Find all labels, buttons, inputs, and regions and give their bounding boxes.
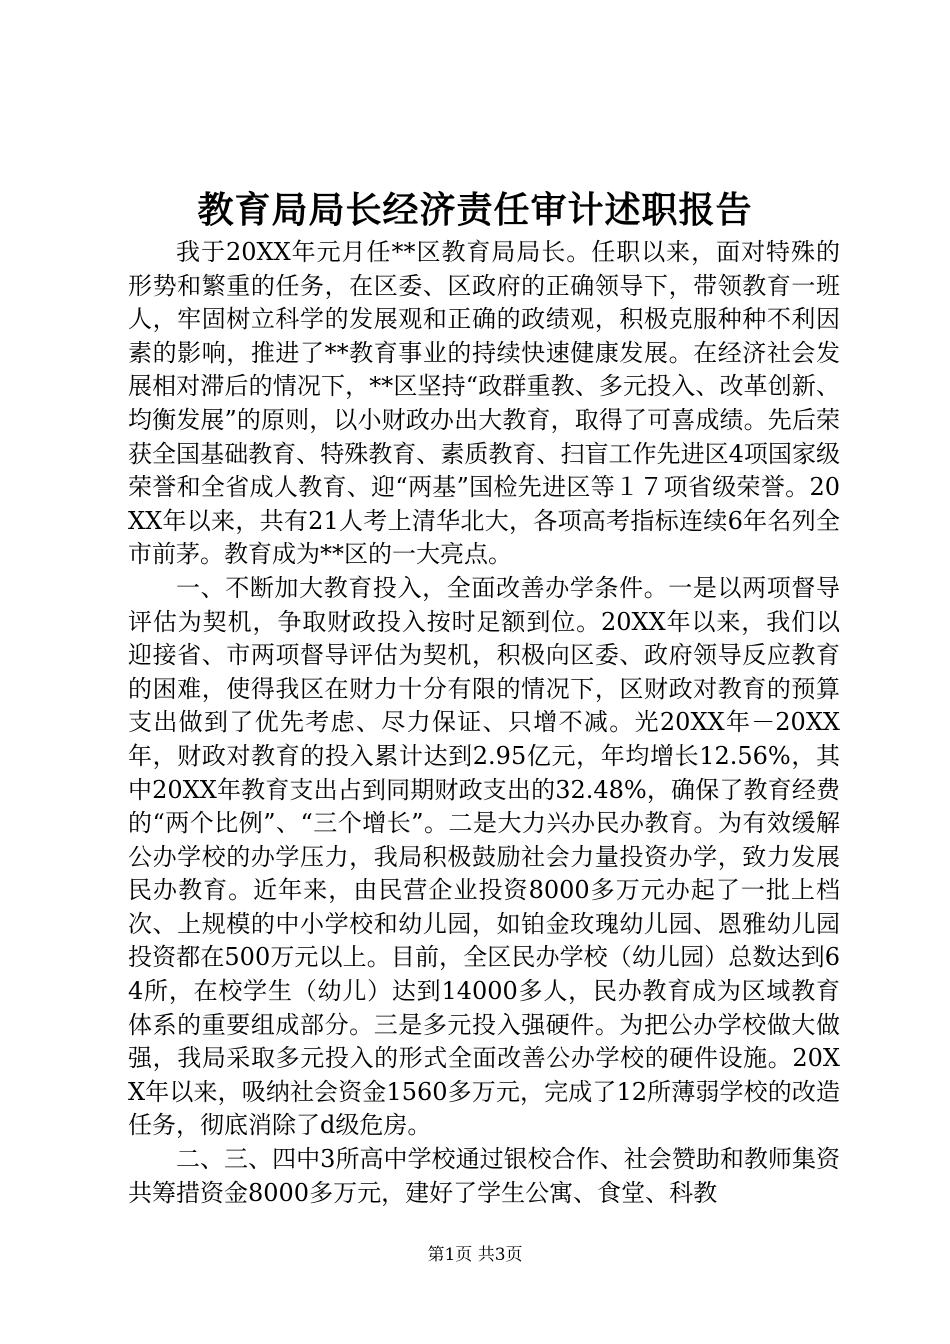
page-footer: 第1页 共3页 <box>427 1245 523 1265</box>
document-title: 教育局局长经济责任审计述职报告 <box>197 189 753 231</box>
paragraph-section-1: 一、不断加大教育投入，全面改善办学条件。一是以两项督导评估为契机，争取财政投入按时足额到位。20XX年以来，我们以迎接省、市两项督导评估为契机，积极向区委、政府领导反应教育的困难，使得我区在财力十分有限的情况下，区财政对教育的预算支出做到了优先考虑、尽力保证、只增不减。光20XX年－20XX年，财政对教育的投入累计达到2.95亿元，年均增长12.56%，其中20XX年教育支出占到同期财政支出的32.48%，确保了教育经费的“两个比例”、“三个增长”。二是大力兴办民办教育。为有效缓解公办学校的办学压力，我局积极鼓励社会力量投资办学，致力发展民办教育。近年来，由民营企业投资8000多万元办起了一批上档次、上规模的中小学校和幼儿园，如铂金玫瑰幼儿园、恩雅幼儿园投资都在500万元以上。目前，全区民办学校（幼儿园）总数达到64所，在校学生（幼儿）达到14000多人，民办教育成为区域教育体系的重要组成部分。三是多元投入强硬件。为把公办学校做大做强，我局采取多元投入的形式全面改善公办学校的硬件设施。20XX年以来，吸纳社会资金1560多万元，完成了12所薄弱学校的改造任务，彻底消除了d级危房。 <box>128 573 840 1140</box>
document-body <box>128 236 840 1210</box>
paragraph-section-2: 二、三、四中3所高中学校通过银校合作、社会赞助和教师集资共筹措资金8000多万元，建好了学生公寓、食堂、科教 <box>128 1145 840 1207</box>
paragraph-intro: 我于20XX年元月任**区教育局局长。任职以来，面对特殊的形势和繁重的任务，在区委、区政府的正确领导下，带领教育一班人，牢固树立科学的发展观和正确的政绩观，积极克服种种不利因素的影响，推进了**教育事业的持续快速健康发展。在经济社会发展相对滞后的情况下，**区坚持“政群重教、多元投入、改革创新、均衡发展”的原则，以小财政办出大教育，取得了可喜成绩。先后荣获全国基础教育、特殊教育、素质教育、扫盲工作先进区4项国家级荣誉和全省成人教育、迎“两基”国检先进区等１７项省级荣誉。20XX年以来，共有21人考上清华北大，各项高考指标连续6年名列全市前茅。教育成为**区的一大亮点。 <box>128 238 840 569</box>
